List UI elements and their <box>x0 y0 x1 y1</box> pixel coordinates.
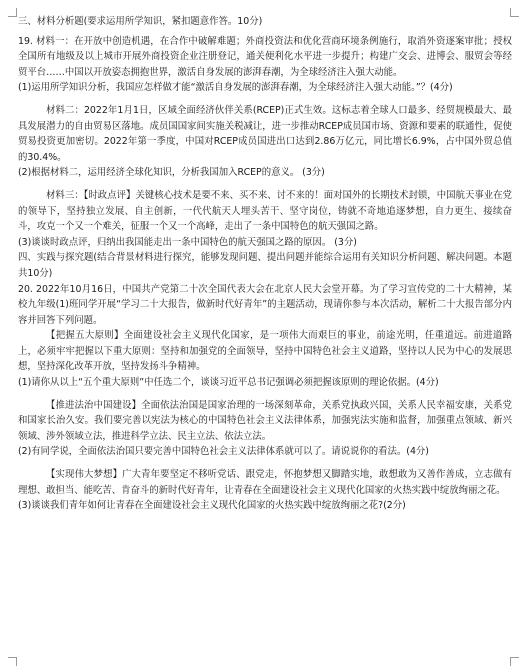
q19-question-3: (3)谈谈时政点评，归纳出我国能走出一条中国特色的航天强国之路的原因。 (3分) <box>18 236 357 248</box>
margin-mark-bottom-left <box>8 657 17 666</box>
section-4-title: 四、实践与探究题(结合背景材料进行探究，能够发现问题、提出问题并能综合运用有关知识分析问题、解决问题。本题共10分) <box>18 252 512 279</box>
document-page <box>18 14 512 514</box>
margin-mark-bottom-right <box>510 657 519 666</box>
q20-block-principles: 【把握五大原则】全面建设社会主义现代化国家，是一项伟大而艰巨的事业，前途光明，任重道远。前进道路上，必须牢牢把握以下重大原则：坚持和加强党的全面领导，坚持中国特色社会主义道路，坚持以人民为中心的发展思想，坚持深化改革开放，坚持发扬斗争精神。 <box>18 330 512 373</box>
q20-block-rule-of-law: 【推进法治中国建设】全面依法治国是国家治理的一场深刻革命，关系党执政兴国，关系人民幸福安康，关系党和国家长治久安。我们要完善以宪法为核心的中国特色社会主义法律体系，加强宪法实施和监督，加强重点领域、新兴领域、涉外领域立法，推进科学立法、民主立法、依法立法。 <box>18 399 512 442</box>
q20-question-2: (2)有同学说，全面依法治国只要完善中国特色社会主义法律体系就可以了。请说说你的看法。(4分) <box>18 446 429 458</box>
q19-question-2: (2)根据材料二，运用经济全球化知识，分析我国加入RCEP的意义。 (3分) <box>18 167 325 179</box>
q19-material-3: 材料三：【时政点评】关键核心技术是要不来、买不来、讨不来的！面对国外的长期技术封锁，中国航天事业在党的领导下，坚持独立发展、自主创新，一代代航天人埋头苦干、坚守岗位，铸就不奇地追逐梦想，自力更生、接续奋斗，攻克一个又一个难关，征服一个又一个高峰，走出了一条中国特色的航天强国之路。 <box>18 189 512 233</box>
q20-question-1: (1)请你从以上“五个重大原则”中任选二个，谈谈习近平总书记强调必须把握该原则的理论依据。(4分) <box>18 377 439 389</box>
q19-material-2: 材料二：2022年1月1日，区域全面经济伙伴关系(RCEP)正式生效。这标志着全球人口最多、经贸规模最大、最具发展潜力的自由贸易区落地。成员国国家间实施关税减让，进一步推动RCEP成员国市场、资源和要素的联通性，促使贸易投资更加密切。2022年第一季度，中国对RCEP成员国进出口达到2.86万亿元，同比增长6.9%，占中国外贸总值的30.4%。 <box>18 104 512 163</box>
q20-intro: 20. 2022年10月16日，中国共产党第二十次全国代表大会在北京人民大会堂开幕。为了学习宣传党的二十大精神，某校九年级(1)班同学开展“学习二十大报告，做新时代好青年”的主题活动，现请你参与本次活动，解析二十大报告部分内容并回答下列问题。 <box>18 283 512 326</box>
q20-question-3: (3)谈谈我们青年如何让青春在全面建设社会主义现代化国家的火热实践中绽放绚丽之花?(2分) <box>18 500 406 512</box>
q20-block-great-dream: 【实现伟大梦想】广大青年要坚定不移听党话、跟党走，怀抱梦想又脚踏实地，敢想敢为又善作善成，立志做有理想、敢担当、能吃苦、肯奋斗的新时代好青年，让青春在全面建设社会主义现代化国家的火热实践中绽放绚丽之花。 <box>18 469 512 496</box>
margin-mark-top-left <box>8 8 17 17</box>
q19-material-1: 19. 材料一：在开放中创造机遇，在合作中破解难题；外商投资法和优化营商环境条例施行，取消外资逐案审批；授权全国所有地级及以上城市开展外商投资企业注册登记，通关便利化水平进一步提升；构建广交会、进博会、服贸会等经贸平台……中国以开放姿态拥抱世界，激活自身发展的澎湃春潮，为全球经济注入强大动能。 <box>18 35 512 78</box>
section-3-title: 三、材料分析题(要求运用所学知识，紧扣题意作答。10分) <box>18 16 263 27</box>
q19-question-1: (1)运用所学知识分析，我国应怎样做才能“激活自身发展的澎湃春潮，为全球经济注入强大动能。”？(4分) <box>18 82 453 94</box>
